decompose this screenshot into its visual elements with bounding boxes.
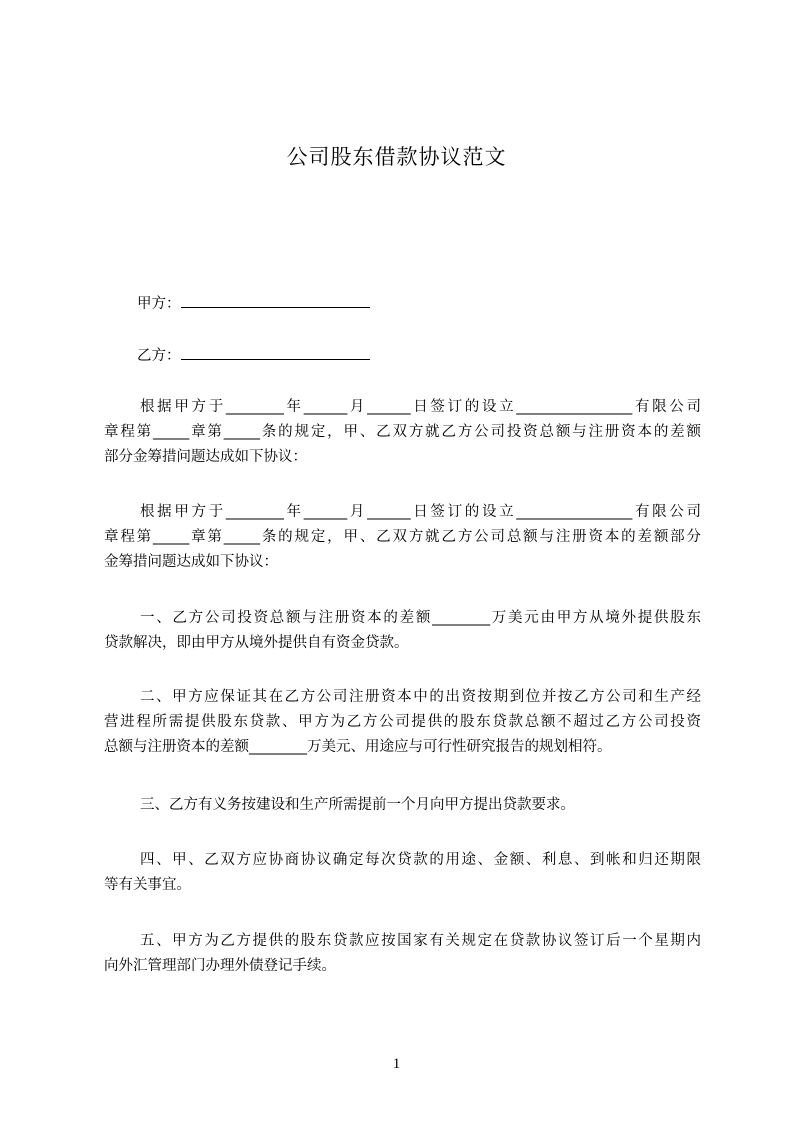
- paragraph-clause-2: [104, 685, 701, 760]
- paragraph-clause-5: [104, 929, 701, 979]
- paragraph-1: [104, 395, 701, 470]
- paragraph-line: 章程第_____章第_____条的规定，甲、乙双方就乙方公司总额与注册资本的差额部分: [104, 529, 701, 545]
- paragraph-line: 向外汇管理部门办理外债登记手续。: [104, 958, 336, 974]
- paragraph-line: 一、乙方公司投资总额与注册资本的差额________万美元由甲方从境外提供股东: [140, 610, 701, 626]
- paragraph-line: 章程第_____章第_____条的规定，甲、乙双方就乙方公司投资总额与注册资本的差额: [104, 424, 701, 440]
- paragraph-clause-1: [104, 606, 701, 656]
- paragraph-line: 根据甲方于________年______月______日签订的设立________________有限公司: [140, 399, 701, 415]
- paragraph-line: 三、乙方有义务按建设和生产所需提前一个月向甲方提出贷款要求。: [140, 797, 575, 813]
- paragraph-clause-4: [104, 848, 701, 898]
- paragraph-line: 等有关事宜。: [104, 877, 191, 893]
- paragraph-line: 五、甲方为乙方提供的股东贷款应按国家有关规定在贷款协议签订后一个星期内: [140, 933, 701, 949]
- paragraph-2: [104, 500, 701, 575]
- paragraph-line: 二、甲方应保证其在乙方公司注册资本中的出资按期到位并按乙方公司和生产经: [140, 689, 701, 705]
- paragraph-line: 根据甲方于________年______月______日签订的设立________________有限公司: [140, 504, 701, 520]
- paragraph-clause-3: [104, 793, 701, 818]
- paragraph-line: 贷款解决，即由甲方从境外提供自有资金贷款。: [104, 635, 409, 651]
- party-a-label: 甲方：: [137, 296, 181, 312]
- paragraph-line: 部分金筹措问题达成如下协议：: [104, 449, 307, 465]
- party-a-line: [137, 291, 370, 315]
- document-title: 公司股东借款协议范文: [286, 145, 507, 169]
- party-b-line: [137, 343, 370, 367]
- party-a-blank: [181, 291, 370, 308]
- page-number: 1: [392, 1056, 401, 1072]
- paragraph-line: 营进程所需提供股东贷款、甲方为乙方公司提供的股东贷款总额不超过乙方公司投资: [104, 714, 701, 730]
- paragraph-line: 总额与注册资本的差额________万美元、用途应与可行性研究报告的规划相符。: [104, 739, 612, 755]
- paragraph-line: 四、甲、乙双方应协商协议确定每次贷款的用途、金额、利息、到帐和归还期限: [140, 852, 701, 868]
- paragraph-line: 金筹措问题达成如下协议：: [104, 554, 278, 570]
- party-b-label: 乙方：: [137, 348, 181, 364]
- party-b-blank: [181, 343, 370, 360]
